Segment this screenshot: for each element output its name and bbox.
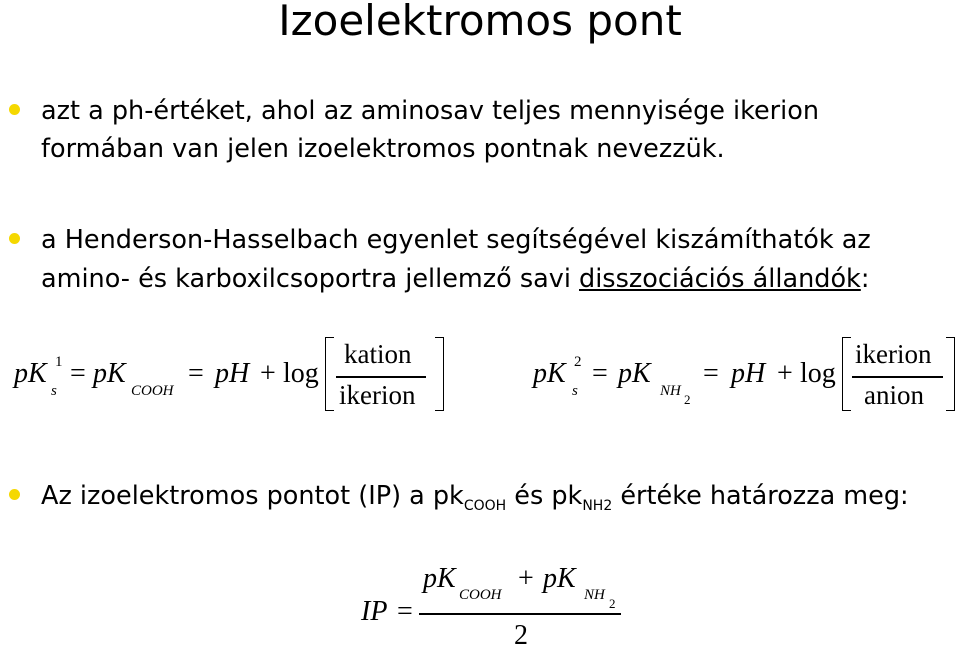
f1-log: log [283,358,319,389]
f2-right-bracket [946,337,955,411]
subscript-nh2: NH2 [582,498,613,514]
f3-sub-cooh: COOH [459,587,502,603]
subscript-cooh: COOH [463,498,507,514]
f1-pk2: pK [93,358,126,389]
f1-sub-s: s [51,383,57,399]
paragraph-2-colon: : [860,264,870,294]
paragraph-2-line-2 [41,261,869,298]
f1-plus: + [260,358,276,389]
paragraph-3-mid: és pk [506,481,583,511]
f1-right-bracket [435,337,444,411]
f2-pk: pK [533,358,566,389]
bullet-icon [9,104,20,115]
f3-sub-nh-2: 2 [609,596,616,611]
f2-sup: 2 [574,354,582,370]
f1-denominator: ikerion [339,380,416,410]
bullet-icon [9,233,20,244]
f1-eq1: = [70,358,86,389]
paragraph-2-text: amino- és karboxilcsoportra jellemző savi [41,264,580,294]
f3-fraction-line [419,613,621,615]
f1-pk: pK [14,358,47,389]
bullet-icon [9,489,20,500]
paragraph-1-line-2: formában van jelen izoelektromos pontnak nevezzük. [41,134,725,164]
paragraph-3-text: Az izoelektromos pontot (IP) a pk [41,481,464,511]
f1-sup: 1 [55,354,63,370]
f3-ip: IP [361,596,388,627]
f3-plus: + [518,563,534,594]
paragraph-2-line-1: a Henderson-Hasselbach egyenlet segítségével kiszámíthatók az [41,225,871,255]
f2-numerator: ikerion [855,339,932,369]
f2-left-bracket [842,337,851,411]
f3-pk1: pK [423,563,456,594]
f3-pk2: pK [543,563,576,594]
paragraph-1-line-1: azt a ph-értéket, ahol az aminosav teljes mennyisége ikerion [41,96,820,126]
f2-eq1: = [592,358,608,389]
page-title: Izoelektromos pont [278,0,682,45]
paragraph-3 [41,478,909,519]
f3-eq: = [397,596,413,627]
f2-log: log [800,358,836,389]
f1-ph: pH [215,358,250,389]
f2-sub-nh: NH [660,383,681,399]
f3-sub-nh: NH [584,587,605,603]
f2-plus: + [777,358,793,389]
f1-sub-cooh: COOH [131,383,174,399]
f1-eq2: = [188,358,204,389]
f1-fraction-line [336,376,426,378]
f1-numerator: kation [344,339,412,369]
underlined-term: disszociációs állandók [579,264,861,294]
f2-sub-s: s [572,383,578,399]
f2-pk2: pK [618,358,651,389]
f2-eq2: = [703,358,719,389]
paragraph-3-end: értéke határozza meg: [612,481,909,511]
f2-denominator: anion [864,380,924,410]
f1-left-bracket [325,337,334,411]
f2-fraction-line [852,376,943,378]
f2-sub-nh-2: 2 [684,392,691,407]
f2-ph: pH [731,358,766,389]
f3-denominator: 2 [514,620,528,651]
